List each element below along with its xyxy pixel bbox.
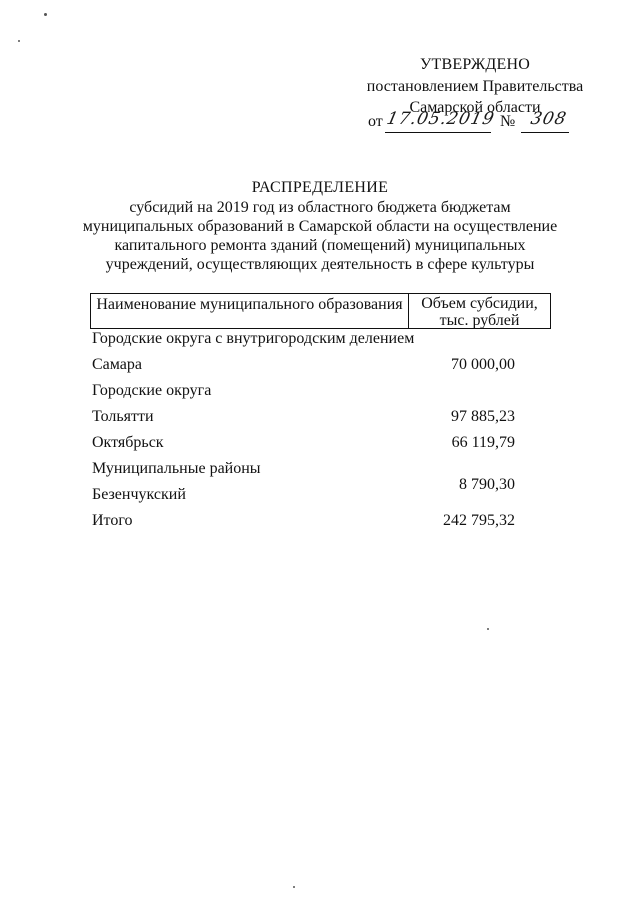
column-header-volume-line-2: тыс. рублей [439,312,520,329]
heading-title: РАСПРЕДЕЛЕНИЕ [251,179,389,196]
row-name: Безенчукский [92,486,186,503]
table-header [90,293,551,329]
table-row [90,476,551,506]
table-row [90,330,551,350]
scan-speck [18,40,20,42]
document-heading [60,178,580,274]
heading-line-2: муниципальных образований в Самарской области на осуществление [82,218,558,235]
number-prefix: № [500,113,516,130]
approval-line-1: постановлением Правительства [366,78,584,95]
row-name: Октябрьск [92,434,164,451]
approval-title: УТВЕРЖДЕНО [419,56,530,73]
scan-speck [44,13,47,16]
column-header-volume [409,294,550,328]
row-value: 242 795,32 [443,512,515,529]
row-name: Самара [92,356,142,373]
scan-speck [487,628,489,630]
table-row-total [90,512,551,532]
column-header-volume-line-1: Объем субсидии, [421,295,538,312]
row-name: Муниципальные районы [92,460,261,477]
row-name: Городские округа с внутригородским делением [92,330,415,347]
row-name: Итого [92,512,133,529]
number-underline [521,132,569,133]
row-name: Городские округа [92,382,212,399]
table-row [90,356,551,376]
row-value: 97 885,23 [451,408,515,425]
table-row [90,382,551,402]
date-prefix: от [368,113,383,130]
table-row [90,408,551,428]
heading-line-3: капитального ремонта зданий (помещений) муниципальных [114,237,526,254]
row-name: Тольятти [92,408,154,425]
handwritten-date: 17.05.2019 [384,109,497,129]
row-value: 70 000,00 [451,356,515,373]
heading-line-1: субсидий на 2019 год из областного бюджета бюджетам [129,199,511,216]
scan-speck [293,886,295,888]
handwritten-number: 308 [528,109,569,129]
table-row [90,434,551,454]
date-underline [385,132,491,133]
heading-line-4: учреждений, осуществляющих деятельность в сфере культуры [105,256,535,273]
approval-date-number [368,109,578,135]
approval-line-2: Самарской области [409,99,541,116]
column-header-name: Наименование муниципального образования [91,294,409,328]
row-value: 66 119,79 [451,434,515,451]
row-value: 8 790,30 [459,476,515,493]
